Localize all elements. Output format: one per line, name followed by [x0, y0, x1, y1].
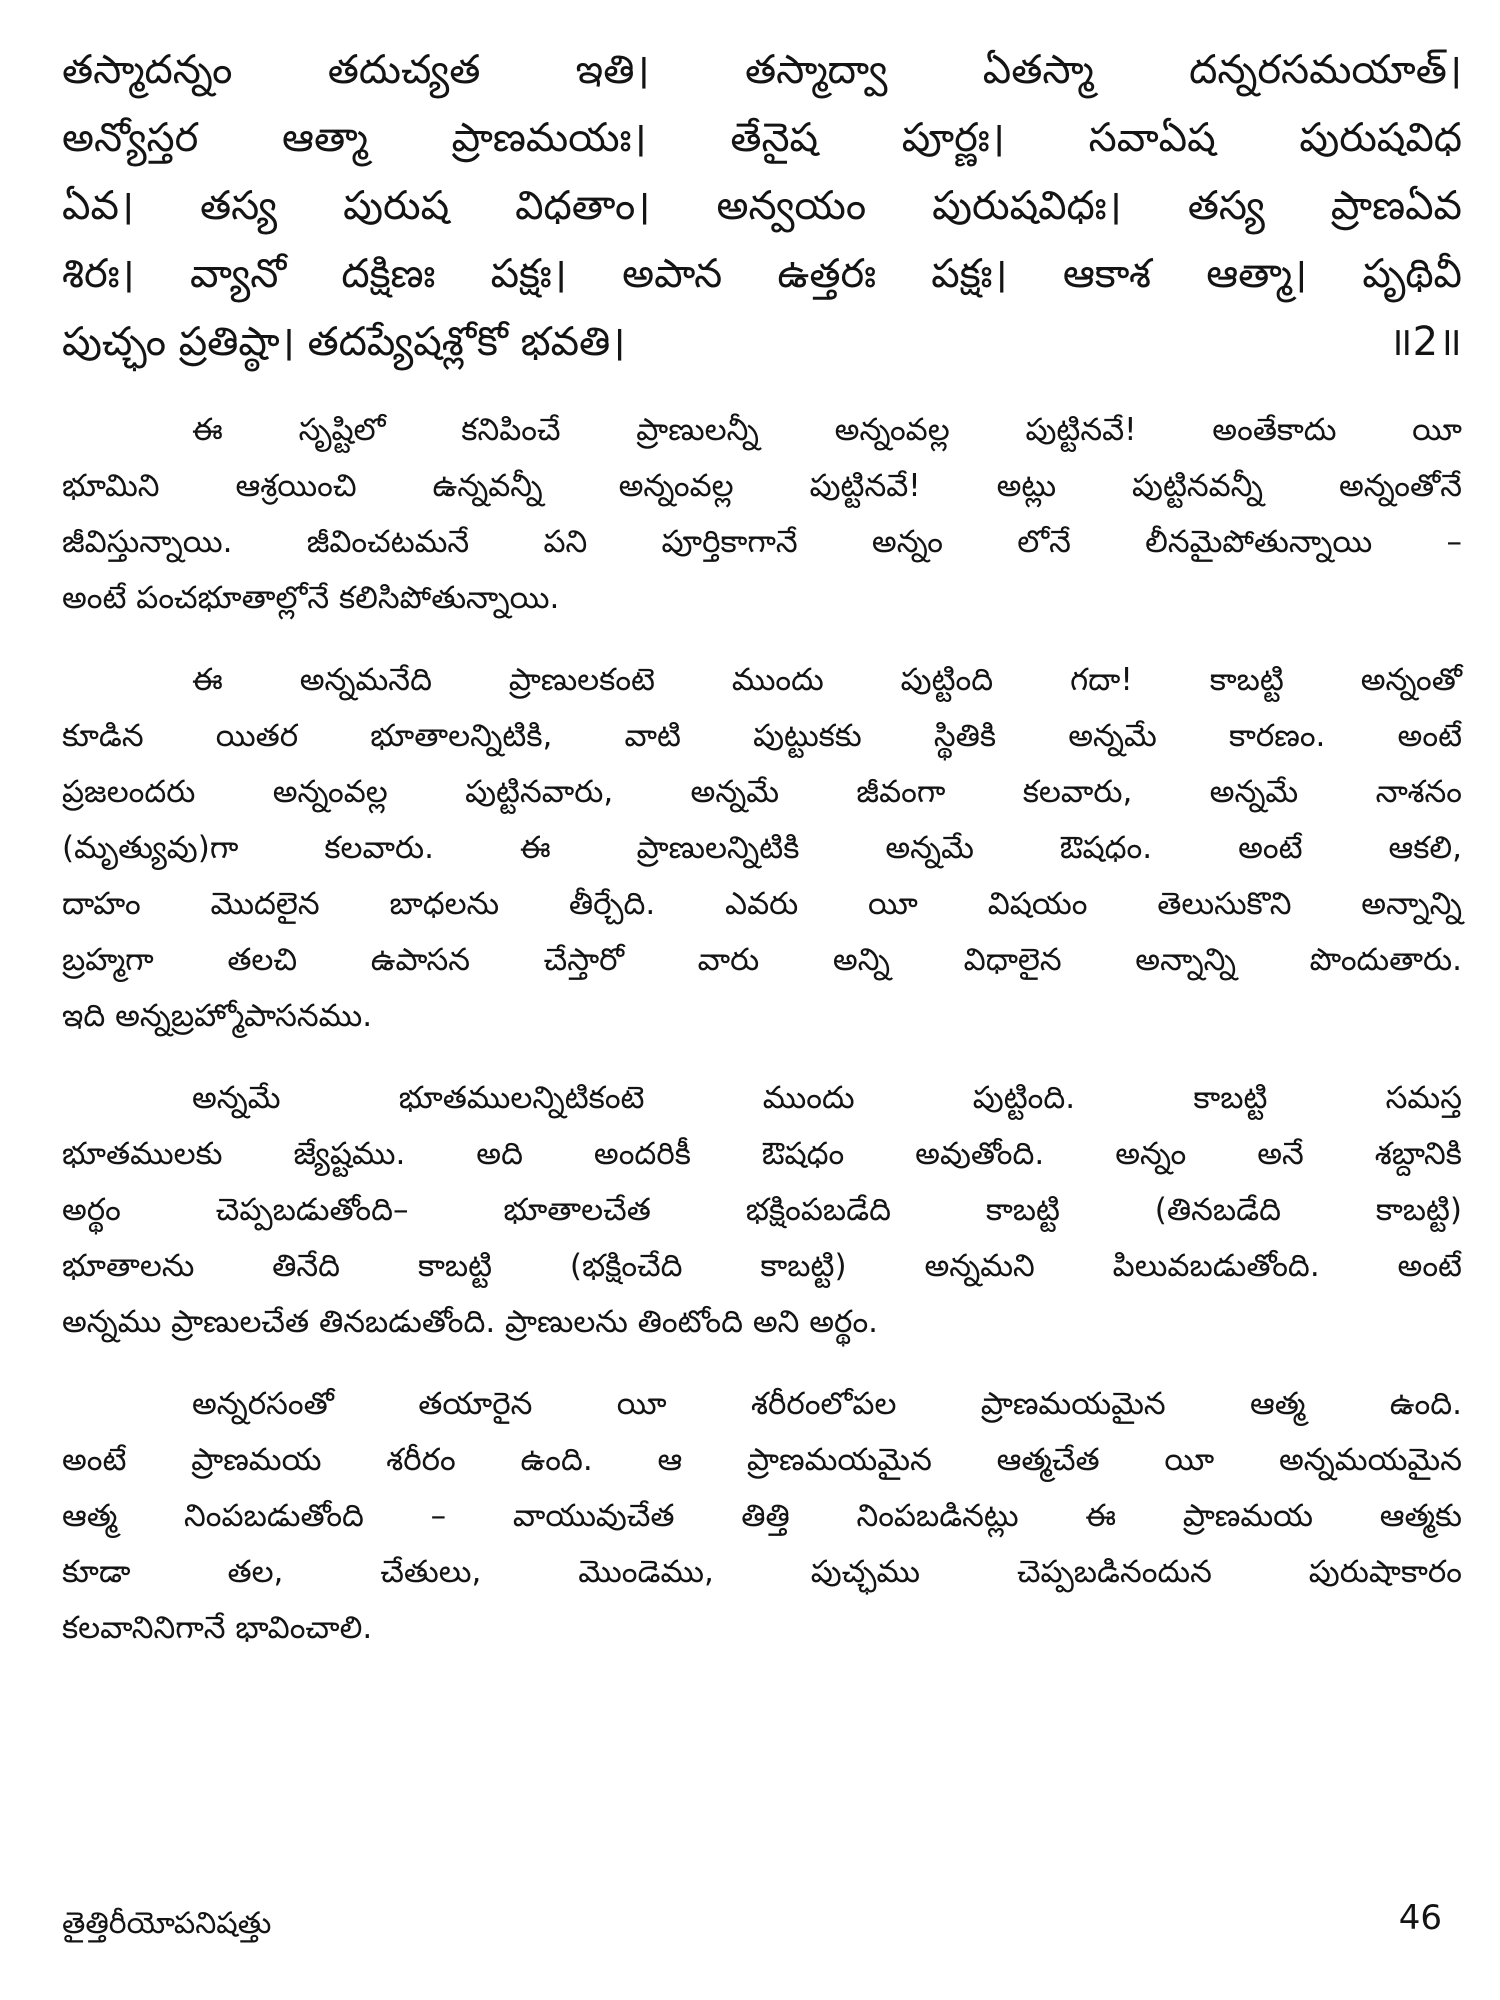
verse-line: శిరః। వ్యానో దక్షిణః పక్షః। అపాన ఉత్తరః పక్షః। ఆకాశ ఆత్మా। పృథివీ — [62, 251, 1462, 297]
text-line: అర్థం చెప్పబడుతోంది– భూతాలచేత భక్షింపబడేది కాబట్టి (తినబడేది కాబట్టి) — [62, 1192, 1462, 1228]
text-line: (మృత్యువు)గా కలవారు. ఈ ప్రాణులన్నిటికి అన్నమే ఔషధం. అంటే ఆకలి, — [62, 830, 1462, 866]
text-line: కూడా తల, చేతులు, మొండెము, పుచ్ఛము చెప్పబడినందున పురుషాకారం — [62, 1554, 1462, 1590]
verse-line: తస్మాదన్నం తదుచ్యత ఇతి। తస్మాద్వా ఏతస్మా దన్నరసమయాత్। — [62, 47, 1462, 93]
text-line: ఈ సృష్టిలో కనిపించే ప్రాణులన్నీ అన్నంవల్ల పుట్టినవే! అంతేకాదు యీ — [192, 412, 1462, 448]
text-line: ఆత్మ నింపబడుతోంది – వాయువుచేత తిత్తి నింపబడినట్లు ఈ ప్రాణమయ ఆత్మకు — [62, 1498, 1462, 1534]
text-line: దాహం మొదలైన బాధలను తీర్చేది. ఎవరు యీ విషయం తెలుసుకొని అన్నాన్ని — [62, 886, 1462, 922]
verse-line: అన్యోస్తర ఆత్మా ప్రాణమయః। తేనైష పూర్ణః। సవాఏష పురుషవిధ — [62, 115, 1462, 161]
text-line: బ్రహ్మగా తలచి ఉపాసన చేస్తారో వారు అన్ని విధాలైన అన్నాన్ని పొందుతారు. — [62, 942, 1462, 978]
text-line: అంటే ప్రాణమయ శరీరం ఉంది. ఆ ప్రాణమయమైన ఆత్మచేత యీ అన్నమయమైన — [62, 1442, 1462, 1478]
verse-block — [62, 36, 1462, 376]
text-line: జీవిస్తున్నాయి. జీవించటమనే పని పూర్తికాగానే అన్నం లోనే లీనమైపోతున్నాయి – — [62, 524, 1462, 560]
paragraph-3 — [62, 1070, 1462, 1350]
text-line: ఇది అన్నబ్రహ్మోపాసనము. — [62, 998, 373, 1034]
book-title: తైత్తిరీయోపనిషత్తు — [62, 1906, 272, 1941]
text-line: భూతాలను తినేది కాబట్టి (భక్షించేది కాబట్టి) అన్నమని పిలువబడుతోంది. అంటే — [62, 1248, 1462, 1284]
text-line: భూతములకు జ్యేష్టము. అది అందరికీ ఔషధం అవుతోంది. అన్నం అనే శబ్దానికి — [62, 1136, 1462, 1172]
text-line: అన్నరసంతో తయారైన యీ శరీరంలోపల ప్రాణమయమైన ఆత్మ ఉంది. — [192, 1386, 1462, 1422]
page-number: 46 — [1398, 1898, 1442, 1938]
verse-last-line — [62, 308, 1462, 376]
page-content — [62, 36, 1462, 1656]
text-line: అన్నమే భూతములన్నిటికంటె ముందు పుట్టింది. కాబట్టి సమస్త — [192, 1080, 1462, 1116]
text-line: అన్నము ప్రాణులచేత తినబడుతోంది. ప్రాణులను తింటోంది అని అర్థం. — [62, 1304, 879, 1340]
paragraph-1 — [62, 402, 1462, 626]
paragraph-4 — [62, 1376, 1462, 1656]
verse-line: ఏవ। తస్య పురుష విధతాం। అన్వయం పురుషవిధః। తస్య ప్రాణఏవ — [62, 183, 1462, 229]
text-line: అంటే పంచభూతాల్లోనే కలిసిపోతున్నాయి. — [62, 580, 560, 616]
verse-number: ॥2॥ — [1388, 319, 1462, 365]
text-line: ఈ అన్నమనేది ప్రాణులకంటె ముందు పుట్టింది గదా! కాబట్టి అన్నంతో — [192, 662, 1462, 698]
text-line: భూమిని ఆశ్రయించి ఉన్నవన్నీ అన్నంవల్ల పుట్టినవే! అట్లు పుట్టినవన్నీ అన్నంతోనే — [62, 468, 1462, 504]
verse-line: పుచ్ఛం ప్రతిష్ఠా। తదప్యేషశ్లోకో భవతి। — [62, 319, 626, 365]
text-line: ప్రజలందరు అన్నంవల్ల పుట్టినవారు, అన్నమే జీవంగా కలవారు, అన్నమే నాశనం — [62, 774, 1462, 810]
paragraph-2 — [62, 652, 1462, 1044]
text-line: కూడిన యితర భూతాలన్నిటికి, వాటి పుట్టుకకు స్థితికి అన్నమే కారణం. అంటే — [62, 718, 1462, 754]
text-line: కలవానినిగానే భావించాలి. — [62, 1610, 373, 1646]
